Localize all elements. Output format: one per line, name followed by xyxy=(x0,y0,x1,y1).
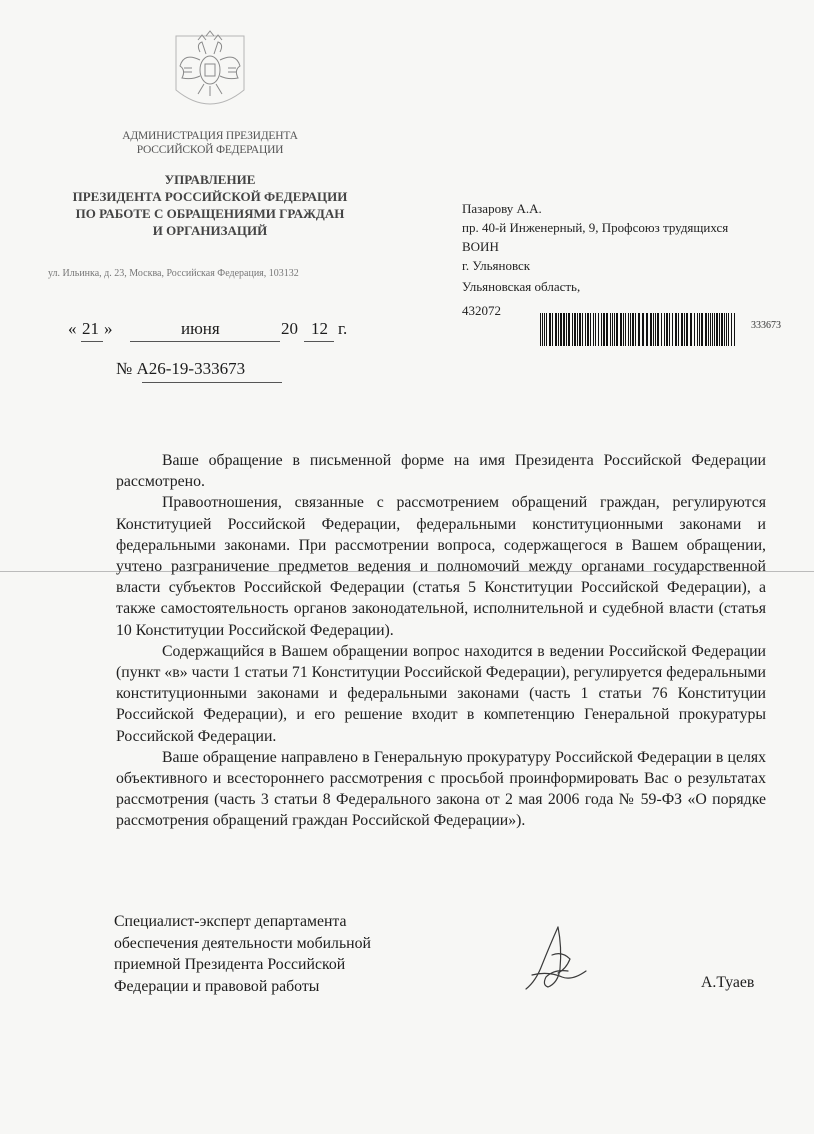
barcode-bar xyxy=(552,313,553,346)
barcode-bar xyxy=(579,313,581,346)
barcode-bar xyxy=(664,313,665,346)
date-day: 21 xyxy=(82,319,99,338)
barcode-bar xyxy=(699,313,700,346)
barcode-bar xyxy=(653,313,654,346)
position-line-1: Специалист-эксперт департамента xyxy=(114,913,347,930)
date-close-quote: » xyxy=(104,319,113,338)
barcode-number: 333673 xyxy=(751,320,781,331)
barcode-bar xyxy=(684,313,685,346)
barcode-bar xyxy=(590,313,591,346)
dept-line-4: И ОРГАНИЗАЦИЙ xyxy=(152,223,268,238)
barcode-bar xyxy=(701,313,703,346)
barcode-bar xyxy=(568,313,570,346)
recipient-org: ВОИН xyxy=(462,239,499,254)
barcode-bar xyxy=(661,313,662,346)
barcode-bar xyxy=(686,313,688,346)
barcode-bar xyxy=(563,313,565,346)
barcode-bar xyxy=(675,313,677,346)
admin-line-1: АДМИНИСТРАЦИЯ ПРЕЗИДЕНТА xyxy=(122,130,298,142)
barcode-bar xyxy=(708,313,709,346)
reference-number xyxy=(116,359,245,379)
barcode-bar xyxy=(672,313,673,346)
recipient-postcode: 432072 xyxy=(462,303,501,318)
recipient-city: г. Ульяновск xyxy=(462,258,531,273)
barcode-bar xyxy=(572,313,573,346)
barcode-bar xyxy=(555,313,557,346)
barcode-bar xyxy=(710,313,711,346)
barcode-bar xyxy=(603,313,605,346)
barcode-bar xyxy=(574,313,576,346)
barcode-bar xyxy=(577,313,578,346)
date-year-abbr: г. xyxy=(338,319,348,338)
barcode-bar xyxy=(560,313,562,346)
barcode-bar xyxy=(610,313,611,346)
barcode-bar xyxy=(546,313,547,346)
recipient-street: пр. 40-й Инженерный, 9, Профсоюз трудящихся xyxy=(462,220,729,235)
barcode-bar xyxy=(606,313,608,346)
barcode-bar xyxy=(558,313,559,346)
signatory-name: А.Туаев xyxy=(701,974,755,991)
barcode-bar xyxy=(598,313,599,346)
dept-line-2: ПРЕЗИДЕНТА РОССИЙСКОЙ ФЕДЕРАЦИИ xyxy=(72,189,348,204)
position-line-3: приемной Президента Российской xyxy=(114,956,346,973)
barcode-bar xyxy=(728,313,729,346)
barcode-bar xyxy=(734,313,735,346)
body-paragraph-2: Правоотношения, связанные с рассмотрением обращений граждан, регулируются Конституцией Российской Федерации, федеральными конституционными законами и федеральными законами. При рассмотрении вопроса, содержащегося в Вашем обращении, учтено разграничение предметов ведения и полномочий между органами государственной власти субъектов Российской Федерации (статья 5 Конституции Российской Федерации), а также самостоятельность органов законодательной, исполнительной и судебной власти (статья 10 Конституции Российской Федерации). xyxy=(116,494,766,639)
barcode-bar xyxy=(620,313,622,346)
barcode xyxy=(540,313,735,346)
date-year-suffix: 12 xyxy=(311,319,328,338)
body-paragraph-1: Ваше обращение в письменной форме на имя Президента Российской Федерации рассмотрено. xyxy=(116,452,766,491)
barcode-bar xyxy=(705,313,707,346)
barcode-bar xyxy=(721,313,723,346)
barcode-bar xyxy=(628,313,629,346)
barcode-bar xyxy=(642,313,644,346)
reference-label: № xyxy=(116,359,133,378)
barcode-bar xyxy=(616,313,618,346)
recipient-address-block xyxy=(462,199,728,320)
signatory-position xyxy=(114,911,371,997)
sender-address: ул. Ильинка, д. 23, Москва, Российская Федерация, 103132 xyxy=(48,268,299,279)
letter-date xyxy=(68,319,368,343)
barcode-bar xyxy=(542,313,543,346)
barcode-bar xyxy=(666,313,668,346)
barcode-bar xyxy=(669,313,670,346)
barcode-bar xyxy=(655,313,656,346)
barcode-bar xyxy=(726,313,727,346)
date-year-prefix: 20 xyxy=(281,319,298,338)
barcode-bar xyxy=(540,313,541,346)
barcode-bar xyxy=(731,313,732,346)
dept-line-1: УПРАВЛЕНИЕ xyxy=(164,172,256,187)
barcode-bar xyxy=(614,313,615,346)
body-paragraph-3: Содержащийся в Вашем обращении вопрос находится в ведении Российской Федерации (пункт «в» части 1 статьи 71 Конституции Российской Федерации), регулируется федеральными конституционными законами и федеральными законами (часть 1 статьи 76 Конституции Российской Федерации), и его решение входит в компетенцию Генеральной прокуратуры Российской Федерации. xyxy=(116,642,767,745)
date-open-quote: « xyxy=(68,319,77,338)
barcode-bar xyxy=(650,313,652,346)
month-underline xyxy=(130,341,280,342)
reference-value: А26-19-333673 xyxy=(136,359,246,378)
barcode-bar xyxy=(585,313,586,346)
barcode-bar xyxy=(587,313,589,346)
barcode-bar xyxy=(724,313,725,346)
recipient-name: Пазарову А.А. xyxy=(462,201,542,216)
barcode-bar xyxy=(694,313,695,346)
barcode-bar xyxy=(719,313,720,346)
position-line-4: Федерации и правовой работы xyxy=(114,977,320,995)
coat-of-arms-emblem xyxy=(170,30,250,118)
admin-line-2: РОССИЙСКОЙ ФЕДЕРАЦИИ xyxy=(136,144,284,156)
barcode-bar xyxy=(697,313,698,346)
barcode-bar xyxy=(582,313,583,346)
date-month: июня xyxy=(181,319,220,338)
handwritten-signature xyxy=(518,925,588,993)
barcode-bar xyxy=(635,313,636,346)
barcode-bar xyxy=(716,313,718,346)
barcode-bar xyxy=(638,313,640,346)
barcode-bar xyxy=(714,313,715,346)
administration-header xyxy=(100,129,320,157)
barcode-bar xyxy=(625,313,626,346)
position-line-2: обеспечения деятельности мобильной xyxy=(114,934,371,952)
barcode-bar xyxy=(595,313,596,346)
year-underline xyxy=(304,341,334,342)
barcode-bar xyxy=(544,313,545,346)
barcode-bar xyxy=(678,313,679,346)
barcode-bar xyxy=(690,313,692,346)
body-paragraph-4: Ваше обращение направлено в Генеральную прокуратуру Российской Федерации в целях объективного и всестороннего рассмотрения с просьбой проинформировать Вас о результатах рассмотрения (часть 3 статьи 8 Федерального закона от 2 мая 2006 года № 59-ФЗ «О порядке рассмотрения обращений граждан Российской Федерации»). xyxy=(116,748,766,830)
barcode-bar xyxy=(681,313,683,346)
barcode-bar xyxy=(657,313,659,346)
barcode-bar xyxy=(549,313,551,346)
barcode-bar xyxy=(623,313,624,346)
barcode-bar xyxy=(601,313,602,346)
barcode-bar xyxy=(632,313,634,346)
recipient-region: Ульяновская область, xyxy=(462,279,581,294)
department-header xyxy=(40,171,380,239)
barcode-bar xyxy=(646,313,648,346)
barcode-bar xyxy=(593,313,594,346)
barcode-bar xyxy=(612,313,613,346)
reference-underline xyxy=(142,382,282,383)
dept-line-3: ПО РАБОТЕ С ОБРАЩЕНИЯМИ ГРАЖДАН xyxy=(75,206,345,221)
barcode-bar xyxy=(566,313,567,346)
letter-body xyxy=(116,450,766,832)
barcode-bar xyxy=(712,313,713,346)
barcode-bar xyxy=(630,313,631,346)
day-underline xyxy=(81,341,103,342)
